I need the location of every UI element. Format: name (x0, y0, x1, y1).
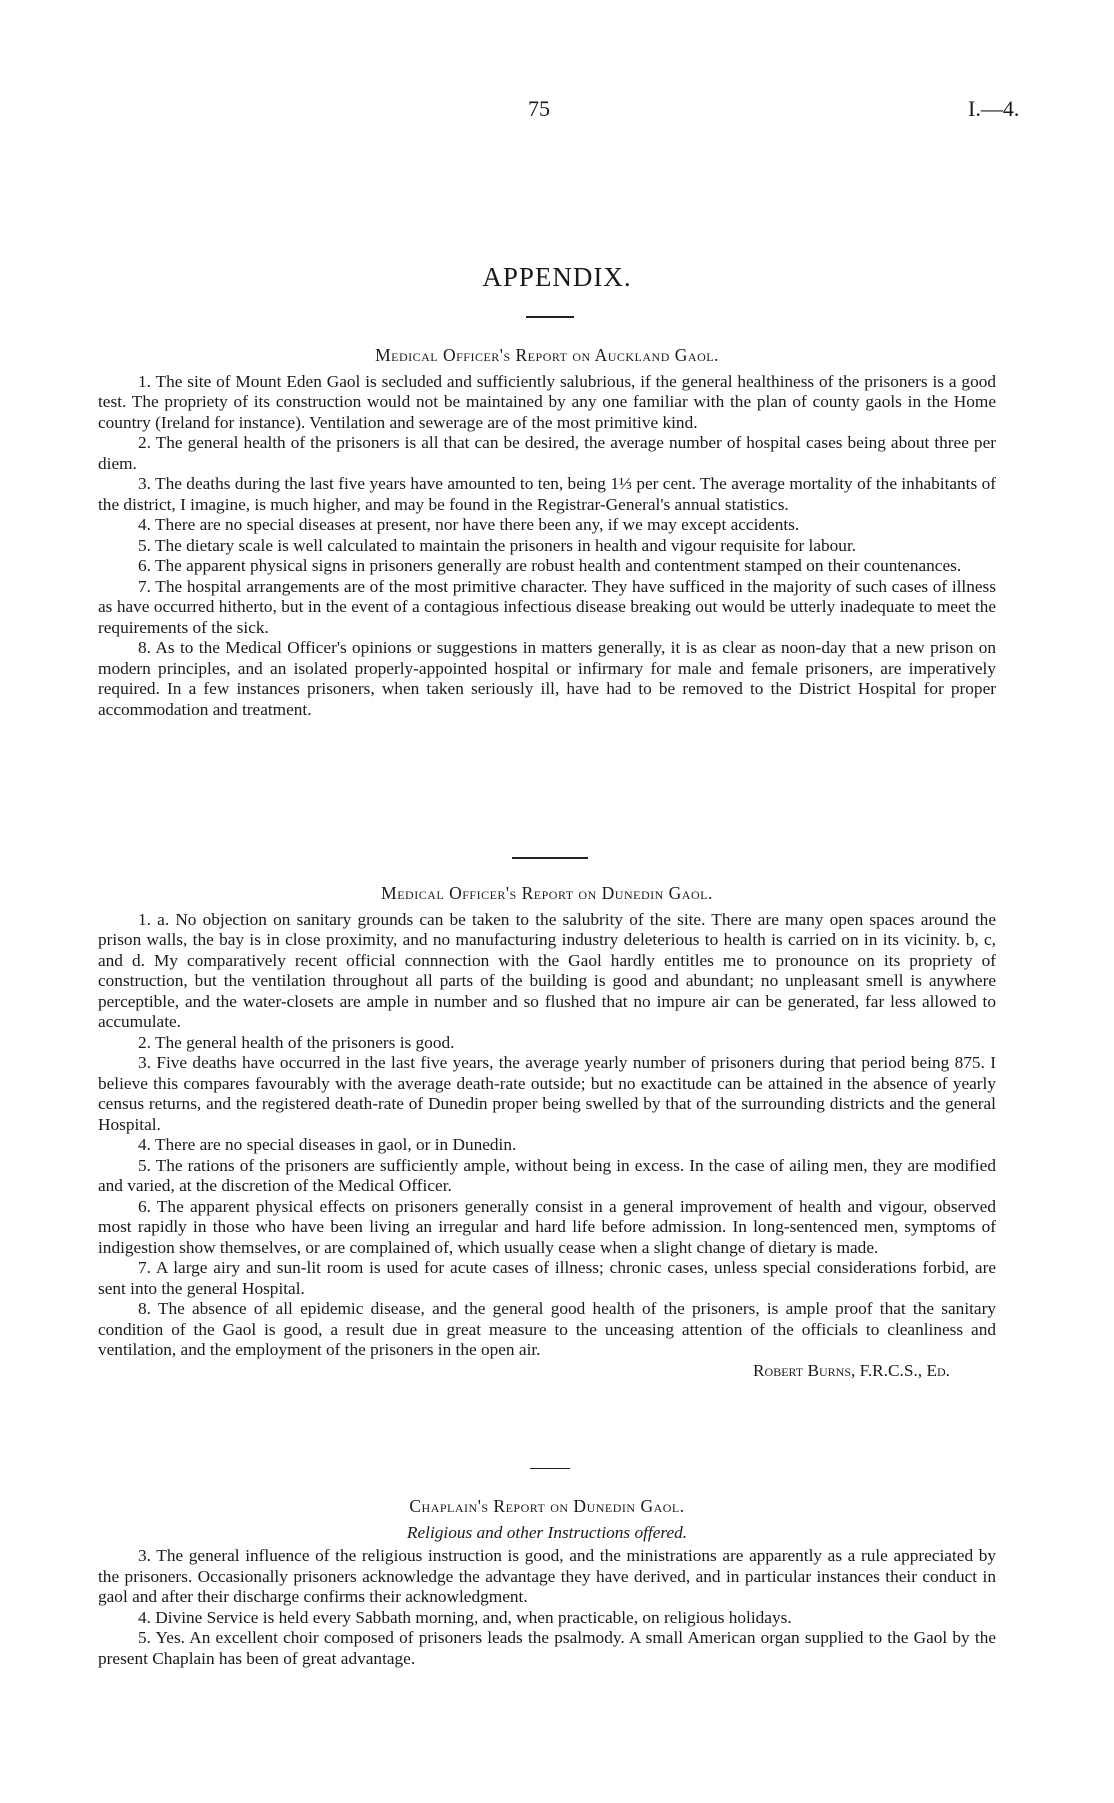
paragraph: 3. The deaths during the last five years have amounted to ten, being 1⅓ per cent. The average mortality of the inhabitants of the district, I imagine, is much higher, and may be found in the Registrar-General's annual statistics. (98, 474, 996, 514)
section-divider (530, 1468, 570, 1469)
paragraph: 7. The hospital arrangements are of the most primitive character. They have sufficed in the majority of such cases of illness as have occurred hitherto, but in the event of a contagious infectious disease breaking out would be utterly inadequate to meet the requirements of the sick. (98, 576, 996, 637)
paragraph: 7. A large airy and sun-lit room is used for acute cases of illness; chronic cases, unless special considerations forbid, are sent into the general Hospital. (98, 1258, 996, 1298)
paragraph: 5. The dietary scale is well calculated to maintain the prisoners in health and vigour requisite for labour. (138, 535, 857, 555)
paragraph: 5. The rations of the prisoners are sufficiently ample, without being in excess. In the case of ailing men, they are modified and varied, at the discretion of the Medical Officer. (98, 1155, 996, 1195)
paragraph: 1. a. No objection on sanitary grounds can be taken to the salubrity of the site. There are many open spaces around the prison walls, the bay is in close proximity, and no manufacturing industry deleterious to health is carried on in its vicinity. b, c, and d. My comparatively recent official connnection with the Gaol hardly entitles me to pronounce on its propriety of construction, but the ventilation throughout all parts of the building is good and abundant; no unpleasant smell is anywhere perceptible, and the water-closets are ample in number and so flushed that no impure air can be generated, far less allowed to accumulate. (98, 909, 996, 1031)
paragraph: 6. The apparent physical effects on prisoners generally consist in a general improvement of health and vigour, observed most rapidly in those who have been living an irregular and hard life before admission. In long-sentenced men, symptoms of indigestion show themselves, or are complained of, which usually cease when a slight change of dietary is made. (98, 1196, 996, 1257)
page-header (0, 96, 1114, 126)
section-chaplain-report (98, 1496, 996, 1669)
paragraph: 1. The site of Mount Eden Gaol is secluded and sufficiently salubrious, if the general healthiness of the prisoners is a good test. The propriety of its construction would not be maintained by any one familiar with the plan of county gaols in the Home country (Ireland for instance). Ventilation and sewerage are of the most primitive kind. (98, 371, 996, 432)
paragraph: 3. Five deaths have occurred in the last five years, the average yearly number of prisoners during that period being 875. I believe this compares favourably with the average death-rate outside; but no exactitude can be attained in the absence of yearly census returns, and the registered death-rate of Dunedin proper being swelled by that of the surrounding districts and the general Hospital. (98, 1053, 996, 1134)
section-heading: Chaplain's Report on Dunedin Gaol. (409, 1496, 685, 1516)
section-auckland-report (98, 345, 996, 720)
paragraph: 3. The general influence of the religious instruction is good, and the ministrations are apparently as a rule appreciated by the prisoners. Occasionally prisoners acknowledge the advantage they have derived, and in particular instances their conduct in gaol and after their discharge confirms their acknowledgment. (98, 1546, 996, 1606)
paragraph: 6. The apparent physical signs in prisoners generally are robust health and contentment stamped on their countenances. (138, 556, 962, 575)
page-title: APPENDIX. (482, 262, 632, 292)
title-divider (526, 316, 574, 318)
paragraph: 2. The general health of the prisoners is all that can be desired, the average number of hospital cases being about three per diem. (98, 433, 996, 473)
page-number: 75 (528, 96, 550, 121)
paragraph: 5. Yes. An excellent choir composed of prisoners leads the psalmody. A small American organ supplied to the Gaol by the present Chaplain has been of great advantage. (98, 1628, 996, 1668)
paragraph: 8. The absence of all epidemic disease, and the general good health of the prisoners, is ample proof that the sanitary condition of the Gaol is good, a result due in great measure to the unceasing attention of the officials to cleanliness and ventilation, and the employment of the prisoners in the open air. (98, 1299, 996, 1359)
section-divider (512, 857, 588, 859)
signature: Robert Burns, F.R.C.S., Ed. (753, 1360, 950, 1380)
section-subheading: Religious and other Instructions offered. (406, 1522, 688, 1542)
document-reference: I.—4. (968, 96, 1020, 121)
paragraph: 4. There are no special diseases in gaol, or in Dunedin. (138, 1135, 517, 1154)
section-heading: Medical Officer's Report on Auckland Gaol. (375, 345, 719, 365)
paragraph: 8. As to the Medical Officer's opinions or suggestions in matters generally, it is as clear as noon-day that a new prison on modern principles, and an isolated properly-appointed hospital or infirmary for male and female prisoners, are imperatively required. In a few instances prisoners, when taken seriously ill, have had to be removed to the District Hospital for proper accommodation and treatment. (98, 638, 996, 719)
paragraph: 4. There are no special diseases at present, nor have there been any, if we may except accidents. (138, 515, 800, 534)
section-dunedin-medical-report (98, 883, 996, 1381)
paragraph: 4. Divine Service is held every Sabbath morning, and, when practicable, on religious holidays. (138, 1607, 792, 1627)
paragraph: 2. The general health of the prisoners is good. (138, 1032, 455, 1052)
section-heading: Medical Officer's Report on Dunedin Gaol. (381, 883, 713, 903)
